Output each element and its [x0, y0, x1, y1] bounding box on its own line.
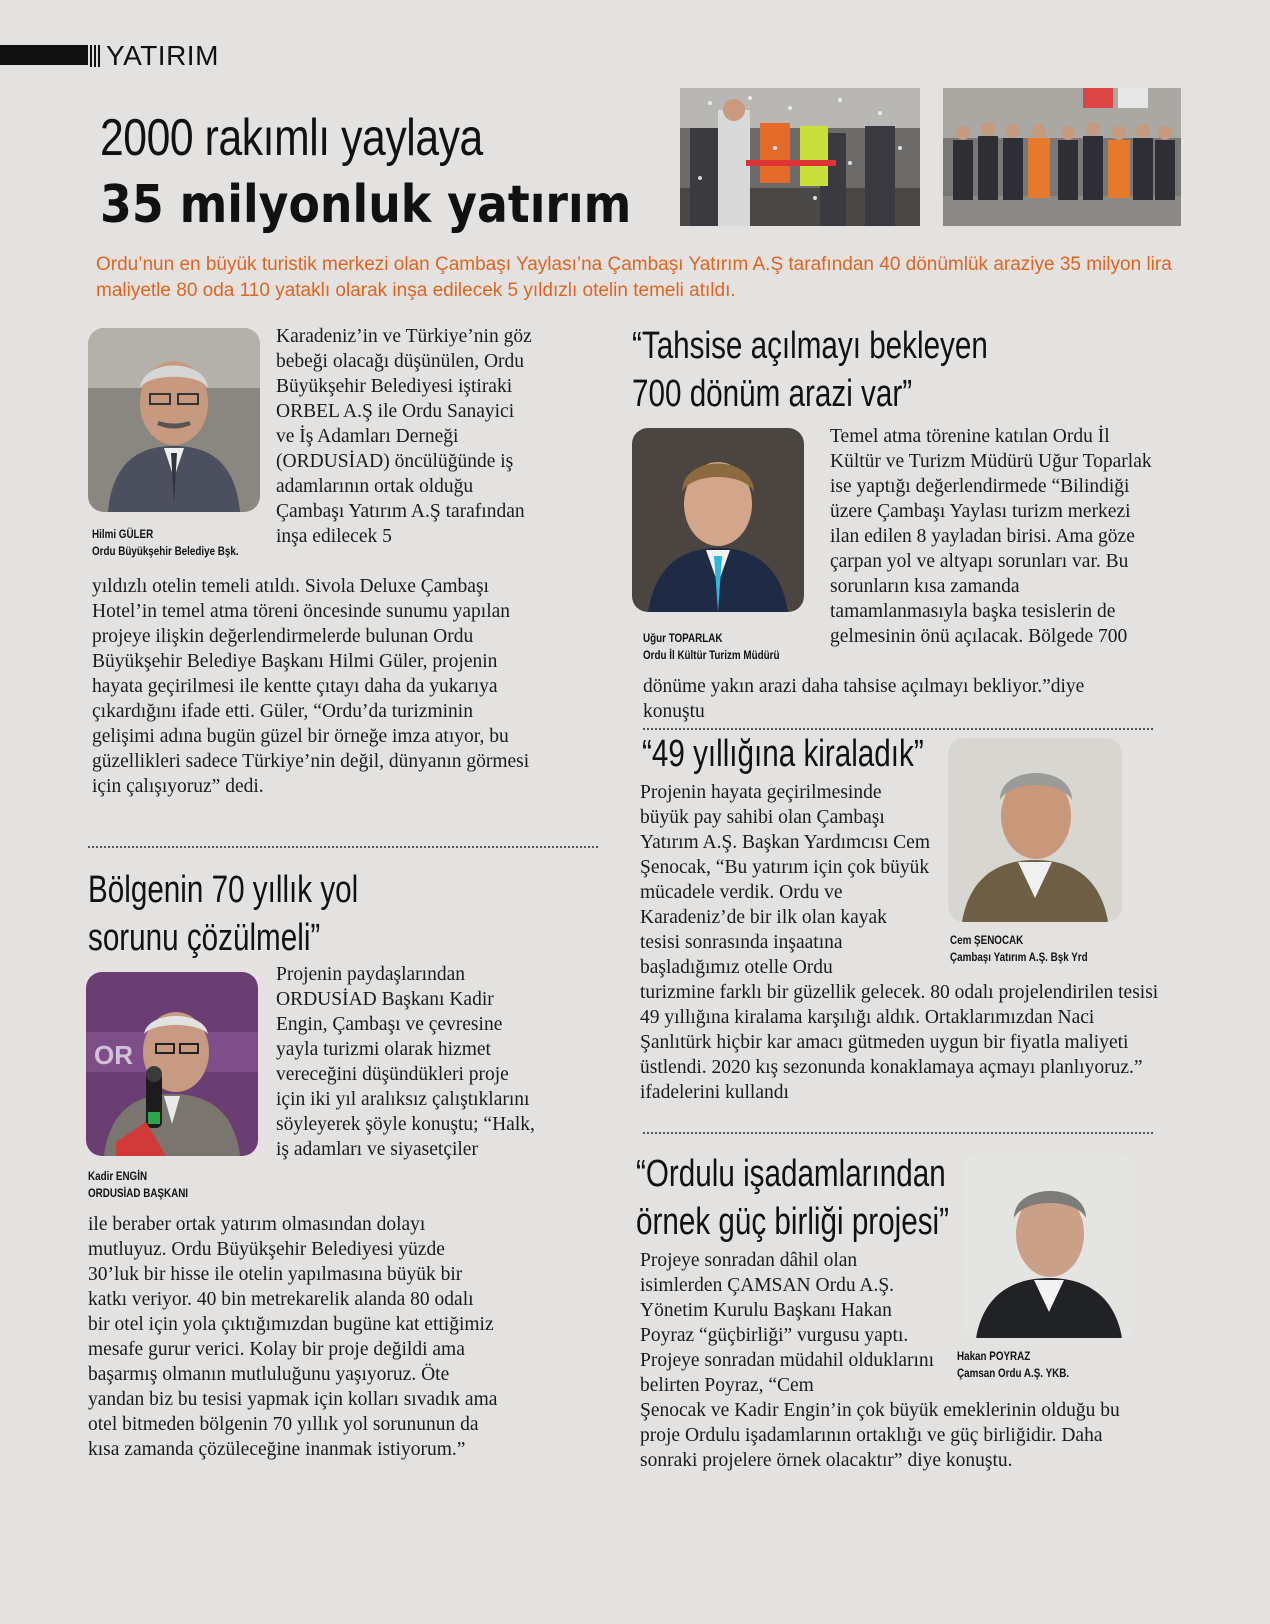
divider	[88, 846, 598, 848]
col1-heading	[88, 866, 358, 962]
ceremony-photo-ribbon	[680, 88, 920, 226]
col2-body1-wrap: Temel atma törenine katılan Ordu İl Kültür ve Turizm Müdürü Uğur Toparlak ise yaptığı değerlendirmede “Bilindiği üzere Çambaşı Yaylası turizm merkezi ilan edilen 8 yayladan birisi. Ama göze çarpan yol ve altyapı sorunları var. Bu sorunların kısa zamanda tamamlanmasıyla başka tesislerin de gelmesinin önü açılacak. Bölgede 700	[830, 426, 1152, 647]
col2-heading1	[632, 322, 988, 418]
hilmi-guler-portrait	[88, 328, 260, 512]
lead-paragraph: Ordu’nun en büyük turistik merkezi olan Çambaşı Yaylası’na Çambaşı Yatırım A.Ş tarafından 40 dönümlük araziye 35 milyon lira maliyetle 80 oda 110 yataklı olarak inşa edilecek 5 yıldızlı otelin temeli atıldı.	[96, 254, 1172, 301]
caption-cem-senocak	[950, 932, 1088, 966]
caption-name: Uğur TOPARLAK	[643, 631, 723, 645]
caption-title: Ordu Büyükşehir Belediye Bşk.	[92, 544, 239, 558]
col2-heading3	[636, 1150, 949, 1246]
col1-intro-full: yıldızlı otelin temeli atıldı. Sivola Deluxe Çambaşı Hotel’in temel atma töreni öncesinde sunumu yapılan projeye ilişkin değerlendirmelerde bulunan Ordu Büyükşehir Belediye Başkanı Hilmi Güler, projenin hayata geçirilmesi ile kentte çıtayı daha da yukarıya çıkardığını ifade etti. Güler, “Ordu’da turizminin gelişimi adına bugün güzel bir örneğe imza atıyor, bu güzellikleri sadece Türkiye’nin değil, dünyanın görmesi için çalışıyoruz” dedi.	[92, 576, 530, 797]
caption-title: ORDUSİAD BAŞKANI	[88, 1186, 189, 1200]
col2-body3-wrap: Projeye sonradan dâhil olan isimlerden ÇAMSAN Ordu A.Ş. Yönetim Kurulu Başkanı Hakan Poyraz “güçbirliği” vurgusu yaptı. Projeye sonradan müdahil olduklarını belirten Poyraz, “Cem	[640, 1250, 935, 1396]
col2-body2-wrap: Projenin hayata geçirilmesinde büyük pay sahibi olan Çambaşı Yatırım A.Ş. Başkan Yardımcısı Cem Şenocak, “Bu yatırım için çok büyük mücadele verdik. Ordu ve Karadeniz’de bir ilk olan kayak tesisi sonrasında inşaatına başladığımız otelle Ordu	[640, 782, 931, 978]
col1-heading-line1: Bölgenin 70 yıllık yol	[88, 869, 359, 911]
caption-hilmi-guler	[92, 526, 239, 560]
section-ticks	[90, 45, 104, 67]
caption-title: Çambaşı Yatırım A.Ş. Bşk Yrd	[950, 950, 1088, 964]
col1-body-full: ile beraber ortak yatırım olmasından dolayı mutluyuz. Ordu Büyükşehir Belediyesi yüzde 30’luk bir hisse ile otelin yapılmasına büyük bir katkı veriyor. 40 bin metrekarelik alanda 80 odalı bir otel için yola çıktığımızdan bugüne kat ettiğimiz mesafe gurur verici. Kolay bir proje değildi ama başarmış olmanın mutluluğunu yaşıyoruz. Öte yandan biz bu tesisi yapmak için kolları sıvadık ama otel bitmeden bölgenin 70 yıllık yol sorununun da kısa zamanda çözüleceğine inanmak istiyorum.”	[88, 1214, 498, 1460]
col2-heading1-line1: “Tahsise açılmayı bekleyen	[632, 325, 988, 367]
kadir-engin-portrait	[86, 972, 258, 1156]
col2-heading2: “49 yıllığına kiraladık”	[642, 733, 924, 775]
col1-heading-line2: sorunu çözülmeli”	[88, 917, 321, 959]
ceremony-photo-group	[943, 88, 1181, 226]
caption-name: Hakan POYRAZ	[957, 1349, 1031, 1363]
col2-body1-full: dönüme yakın arazi daha tahsise açılmayı bekliyor.”diye konuştu	[643, 676, 1085, 722]
col2-body2-full: turizmine farklı bir güzellik gelecek. 80 odalı projelendirilen tesisi 49 yıllığına kiralama karşılığı aldık. Ortaklarımızdan Naci Şanlıtürk hiçbir kar amacı gütmeden uygun bir fiyatla maliyeti üstlendi. 2020 kış sezonunda konaklamaya açmayı planlıyoruz.” ifadelerini kullandı	[640, 982, 1159, 1103]
col2-heading3-line1: “Ordulu işadamlarından	[636, 1153, 946, 1195]
headline-line1: 2000 rakımlı yaylaya	[100, 109, 483, 167]
caption-kadir-engin	[88, 1168, 188, 1202]
caption-name: Cem ŞENOCAK	[950, 933, 1024, 947]
ugur-toparlak-portrait	[632, 428, 804, 612]
caption-ugur-toparlak	[643, 630, 779, 664]
section-label: YATIRIM	[106, 40, 219, 71]
col1-body-wrap: Projenin paydaşlarından ORDUSİAD Başkanı Kadir Engin, Çambaşı ve çevresine yayla turizmi olarak hizmet vereceğini düşündükleri proje için iki yıl aralıksız çalıştıklarını söyleyerek şöyle konuştu; “Halk, iş adamları ve siyasetçiler	[276, 964, 535, 1160]
caption-name: Hilmi GÜLER	[92, 527, 154, 541]
headline-line2: 35 milyonluk yatırım	[100, 175, 632, 235]
col2-heading1-line2: 700 dönüm arazi var”	[632, 373, 913, 415]
caption-title: Ordu İl Kültür Turizm Müdürü	[643, 648, 780, 662]
section-bar	[0, 45, 88, 65]
divider	[643, 1132, 1153, 1134]
col2-body3-full: Şenocak ve Kadir Engin’in çok büyük emeklerinin olduğu bu proje Ordulu işadamlarının ortaklığı ve güç birliğidir. Daha sonraki projelere örnek olacaktır” diye konuştu.	[640, 1400, 1120, 1471]
caption-title: Çamsan Ordu A.Ş. YKB.	[957, 1366, 1070, 1380]
caption-hakan-poyraz	[957, 1348, 1069, 1382]
col2-heading3-line2: örnek güç birliği projesi”	[636, 1201, 950, 1243]
col1-intro-wrap: Karadeniz’in ve Türkiye’nin göz bebeği olacağı düşünülen, Ordu Büyükşehir Belediyesi iştiraki ORBEL A.Ş ile Ordu Sanayici ve İş Adamları Derneği (ORDUSİAD) öncülüğünde iş adamlarının ortak olduğu Çambaşı Yatırım A.Ş tarafından inşa edilecek 5	[276, 326, 532, 547]
caption-name: Kadir ENGİN	[88, 1169, 148, 1183]
svg-text:OR: OR	[94, 1040, 133, 1070]
hakan-poyraz-portrait	[962, 1154, 1136, 1338]
cem-senocak-portrait	[948, 738, 1122, 922]
